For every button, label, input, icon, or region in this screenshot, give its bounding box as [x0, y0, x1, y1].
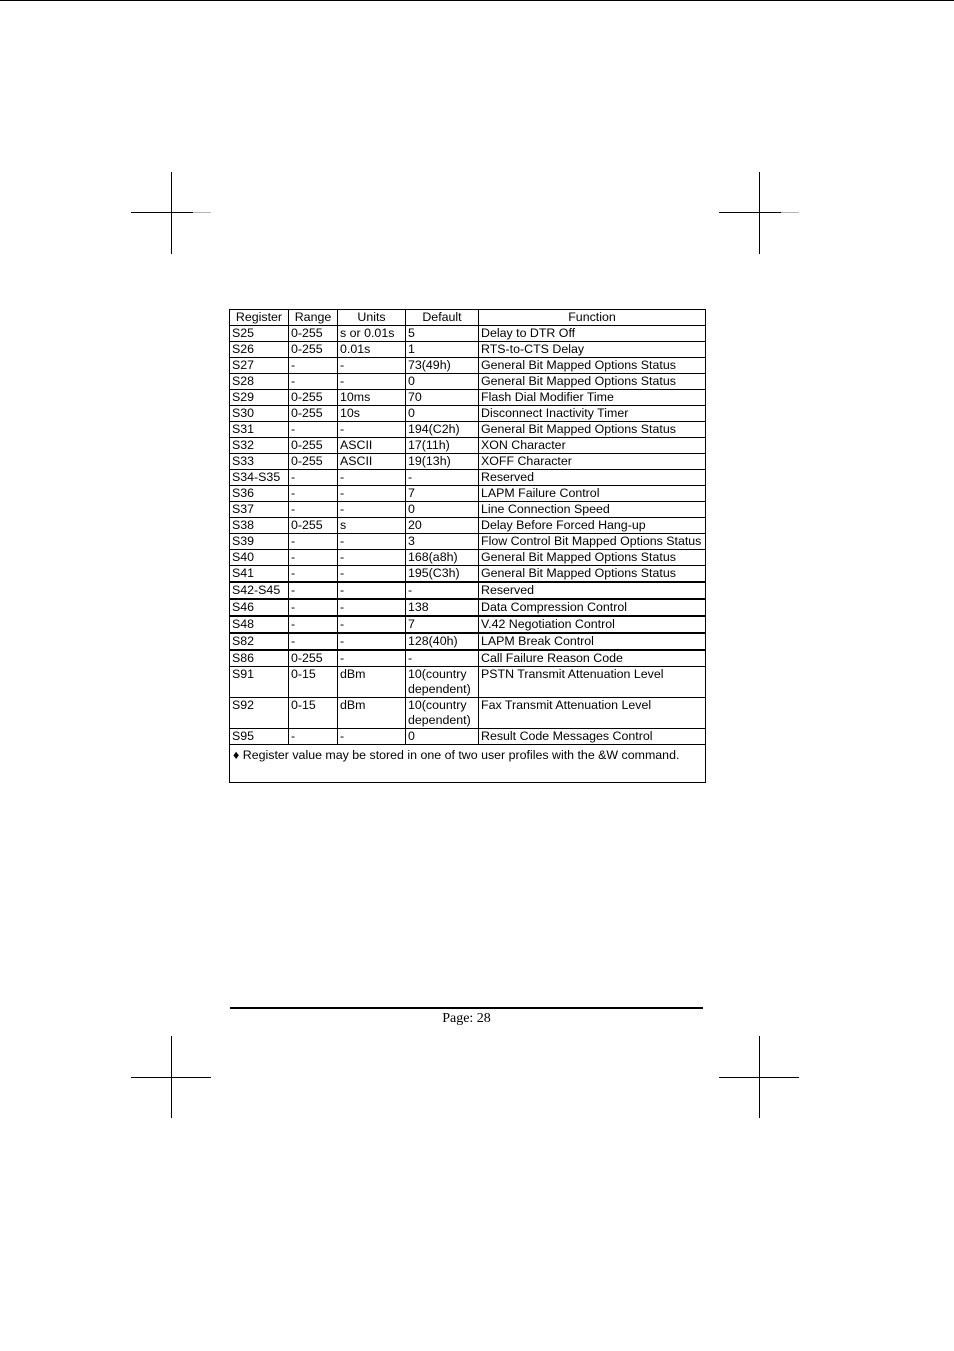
cell-function: Flow Control Bit Mapped Options Status [479, 534, 706, 550]
cell-range: 0-255 [289, 342, 338, 358]
cell-units: - [338, 358, 406, 374]
cell-register: S39 [230, 534, 289, 550]
cell-register: S31 [230, 422, 289, 438]
cell-units: ASCII [338, 438, 406, 454]
table-row [230, 534, 706, 550]
page-number: Page: 28 [442, 1011, 491, 1026]
cell-function: General Bit Mapped Options Status [479, 550, 706, 566]
table-row [230, 550, 706, 566]
cell-register: S32 [230, 438, 289, 454]
cell-register: S27 [230, 358, 289, 374]
cell-register: S82 [230, 633, 289, 650]
cell-register: S46 [230, 599, 289, 616]
cell-units: - [338, 422, 406, 438]
crop-mark-bottom-left-horizontal [131, 1077, 211, 1078]
cell-default: 19(13h) [406, 454, 479, 470]
cell-function: Delay to DTR Off [479, 326, 706, 342]
cell-range: 0-15 [289, 698, 338, 729]
cell-register: S26 [230, 342, 289, 358]
cell-default: - [406, 582, 479, 599]
table-row [230, 698, 706, 729]
cell-default: 128(40h) [406, 633, 479, 650]
table-row [230, 390, 706, 406]
cell-register: S48 [230, 616, 289, 633]
cell-units: dBm [338, 667, 406, 698]
cell-default: - [406, 650, 479, 667]
s-register-table [229, 309, 706, 783]
cell-function: V.42 Negotiation Control [479, 616, 706, 633]
bullet-diamond-icon: ♦ [233, 748, 240, 762]
cell-units: 10s [338, 406, 406, 422]
cell-default: 0 [406, 502, 479, 518]
cell-function: Fax Transmit Attenuation Level [479, 698, 706, 729]
cell-default: 70 [406, 390, 479, 406]
table-row [230, 667, 706, 698]
table-row [230, 454, 706, 470]
cell-function: PSTN Transmit Attenuation Level [479, 667, 706, 698]
cell-default: 1 [406, 342, 479, 358]
cell-function: Disconnect Inactivity Timer [479, 406, 706, 422]
cell-function: General Bit Mapped Options Status [479, 374, 706, 390]
table-row [230, 502, 706, 518]
cell-default: 10(country dependent) [406, 667, 479, 698]
cell-function: Line Connection Speed [479, 502, 706, 518]
cell-units: dBm [338, 698, 406, 729]
cell-register: S36 [230, 486, 289, 502]
table-row [230, 326, 706, 342]
cell-range: - [289, 422, 338, 438]
cell-range: - [289, 486, 338, 502]
table-note-text: Register value may be stored in one of two user profiles with the &W command. [242, 748, 680, 762]
cell-register: S86 [230, 650, 289, 667]
header-units: Units [338, 310, 406, 326]
crop-mark-top-right-horizontal-faint [781, 212, 799, 213]
cell-range: 0-255 [289, 390, 338, 406]
cell-units: - [338, 616, 406, 633]
cell-units: - [338, 599, 406, 616]
cell-function: Data Compression Control [479, 599, 706, 616]
cell-units: - [338, 550, 406, 566]
cell-default: 5 [406, 326, 479, 342]
cell-function: LAPM Failure Control [479, 486, 706, 502]
cell-default: 3 [406, 534, 479, 550]
cell-range: - [289, 582, 338, 599]
table-row [230, 342, 706, 358]
cell-units: ASCII [338, 454, 406, 470]
header-register: Register [230, 310, 289, 326]
cell-default: 17(11h) [406, 438, 479, 454]
cell-register: S33 [230, 454, 289, 470]
table-row [230, 566, 706, 583]
cell-register: S34-S35 [230, 470, 289, 486]
table-row [230, 406, 706, 422]
cell-range: - [289, 550, 338, 566]
cell-range: - [289, 633, 338, 650]
cell-function: Delay Before Forced Hang-up [479, 518, 706, 534]
cell-function: LAPM Break Control [479, 633, 706, 650]
table-row [230, 518, 706, 534]
footer-rule [230, 1007, 703, 1009]
cell-units: - [338, 486, 406, 502]
crop-mark-top-right-vertical [759, 172, 760, 254]
header-default: Default [406, 310, 479, 326]
crop-mark-top-left-horizontal-faint [193, 212, 211, 213]
cell-units: 10ms [338, 390, 406, 406]
cell-range: 0-255 [289, 406, 338, 422]
cell-range: - [289, 470, 338, 486]
cell-range: 0-255 [289, 438, 338, 454]
table-row [230, 486, 706, 502]
cell-register: S30 [230, 406, 289, 422]
cell-function: Result Code Messages Control [479, 729, 706, 745]
header-range: Range [289, 310, 338, 326]
table-row [230, 633, 706, 650]
cell-register: S37 [230, 502, 289, 518]
table-row [230, 422, 706, 438]
cell-units: s [338, 518, 406, 534]
cell-range: - [289, 502, 338, 518]
cell-range: - [289, 729, 338, 745]
cell-register: S41 [230, 566, 289, 583]
cell-function: Reserved [479, 470, 706, 486]
cell-range: 0-255 [289, 650, 338, 667]
cell-function: Flash Dial Modifier Time [479, 390, 706, 406]
cell-register: S42-S45 [230, 582, 289, 599]
table-body [230, 326, 706, 783]
cell-function: General Bit Mapped Options Status [479, 422, 706, 438]
crop-mark-top-right-horizontal [719, 212, 781, 213]
cell-default: 138 [406, 599, 479, 616]
top-border-line [0, 0, 954, 1]
cell-range: 0-255 [289, 326, 338, 342]
cell-register: S91 [230, 667, 289, 698]
cell-units: - [338, 374, 406, 390]
cell-units: - [338, 729, 406, 745]
cell-range: - [289, 534, 338, 550]
table-row [230, 582, 706, 599]
cell-function: XON Character [479, 438, 706, 454]
cell-units: - [338, 566, 406, 583]
cell-function: General Bit Mapped Options Status [479, 566, 706, 583]
cell-register: S92 [230, 698, 289, 729]
cell-range: - [289, 374, 338, 390]
cell-units: 0.01s [338, 342, 406, 358]
table-row [230, 616, 706, 633]
cell-units: - [338, 502, 406, 518]
cell-register: S40 [230, 550, 289, 566]
cell-function: Call Failure Reason Code [479, 650, 706, 667]
cell-register: S38 [230, 518, 289, 534]
table-row [230, 650, 706, 667]
cell-function: General Bit Mapped Options Status [479, 358, 706, 374]
cell-range: 0-15 [289, 667, 338, 698]
table-note-row [230, 745, 706, 783]
cell-default: 7 [406, 616, 479, 633]
cell-function: XOFF Character [479, 454, 706, 470]
cell-units: - [338, 582, 406, 599]
cell-units: - [338, 650, 406, 667]
cell-function: RTS-to-CTS Delay [479, 342, 706, 358]
table-header-row [230, 310, 706, 326]
cell-default: 0 [406, 406, 479, 422]
table-row [230, 438, 706, 454]
table-row [230, 470, 706, 486]
cell-default: 0 [406, 729, 479, 745]
table-note-cell [230, 745, 706, 783]
cell-default: 73(49h) [406, 358, 479, 374]
cell-register: S29 [230, 390, 289, 406]
cell-range: - [289, 599, 338, 616]
cell-function: Reserved [479, 582, 706, 599]
cell-default: 194(C2h) [406, 422, 479, 438]
cell-units: - [338, 534, 406, 550]
table-row [230, 358, 706, 374]
table-row [230, 599, 706, 616]
crop-mark-top-left-vertical [171, 172, 172, 254]
crop-mark-top-left-horizontal [131, 212, 193, 213]
header-function: Function [479, 310, 706, 326]
cell-units: - [338, 633, 406, 650]
cell-range: 0-255 [289, 454, 338, 470]
cell-range: - [289, 566, 338, 583]
cell-range: 0-255 [289, 518, 338, 534]
table-row [230, 374, 706, 390]
cell-default: 195(C3h) [406, 566, 479, 583]
cell-default: 7 [406, 486, 479, 502]
cell-register: S95 [230, 729, 289, 745]
cell-default: 20 [406, 518, 479, 534]
cell-range: - [289, 616, 338, 633]
cell-range: - [289, 358, 338, 374]
cell-units: - [338, 470, 406, 486]
cell-default: 10(country dependent) [406, 698, 479, 729]
cell-units: s or 0.01s [338, 326, 406, 342]
cell-default: - [406, 470, 479, 486]
table-row [230, 729, 706, 745]
cell-register: S28 [230, 374, 289, 390]
crop-mark-bottom-right-horizontal [719, 1077, 799, 1078]
cell-default: 0 [406, 374, 479, 390]
cell-register: S25 [230, 326, 289, 342]
cell-default: 168(a8h) [406, 550, 479, 566]
